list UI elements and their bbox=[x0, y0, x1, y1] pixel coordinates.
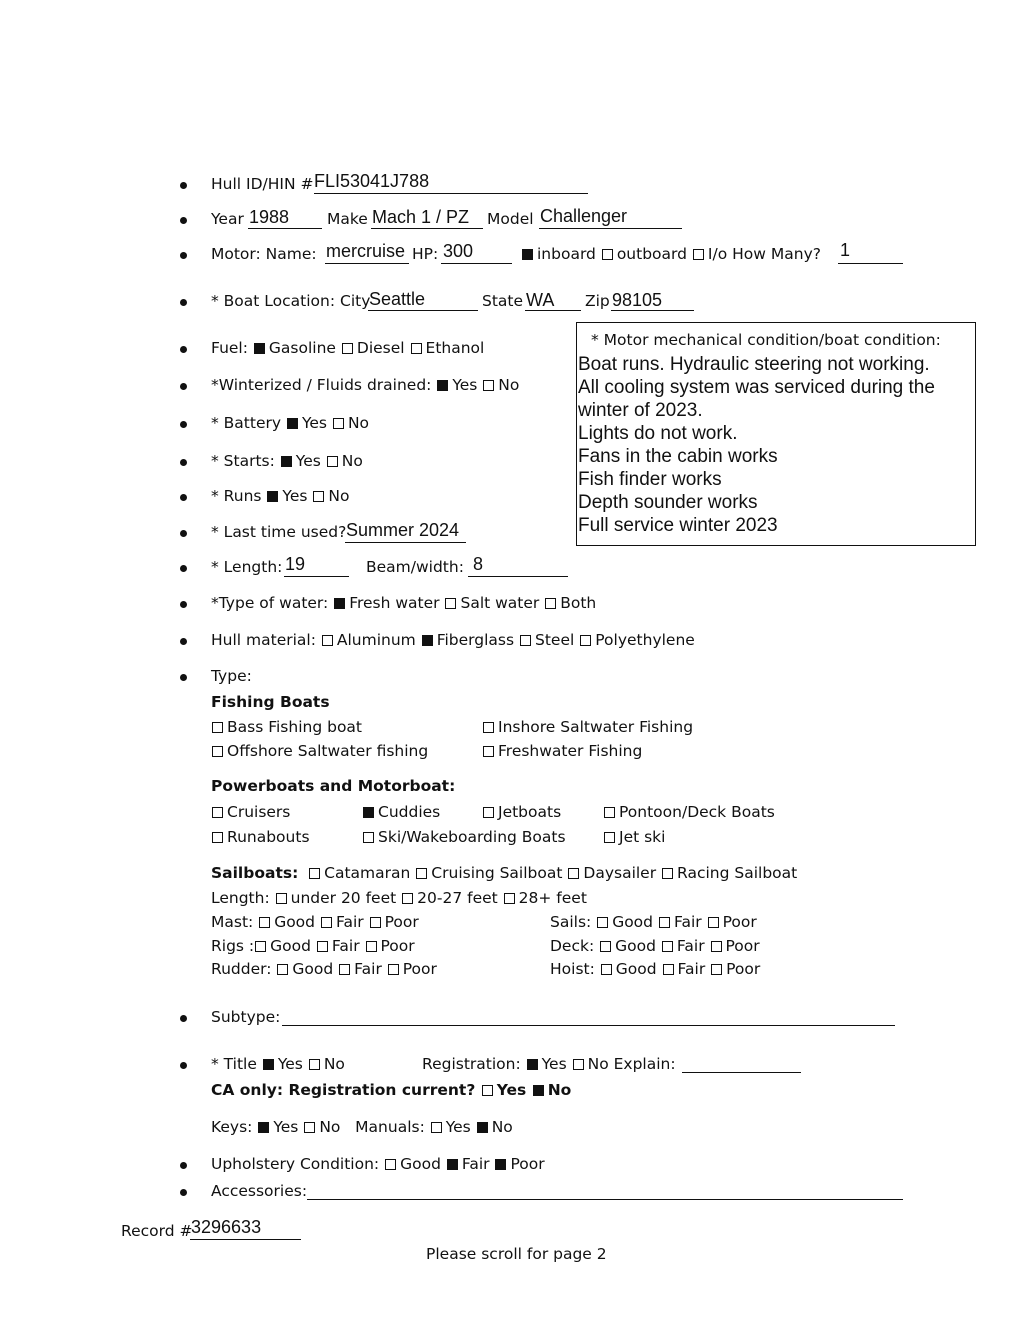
battery-row: * Battery Yes No bbox=[211, 414, 370, 432]
zip-underline bbox=[611, 310, 694, 311]
ca-row: CA only: Registration current? Yes No bbox=[211, 1081, 572, 1099]
checkbox[interactable] bbox=[708, 917, 719, 928]
checkbox[interactable] bbox=[659, 917, 670, 928]
checkbox[interactable] bbox=[483, 722, 494, 733]
checkbox[interactable] bbox=[327, 456, 338, 467]
sails-row: Sails: Good Fair Poor bbox=[550, 913, 757, 931]
condition-line: Boat runs. Hydraulic steering not working. bbox=[578, 354, 930, 375]
fishing-option: Bass Fishing boat bbox=[211, 718, 362, 736]
year-underline bbox=[248, 228, 322, 229]
state-underline bbox=[525, 310, 581, 311]
checkbox[interactable] bbox=[313, 491, 324, 502]
beam-value[interactable]: 8 bbox=[473, 554, 484, 574]
checkbox[interactable] bbox=[483, 380, 494, 391]
checkbox[interactable] bbox=[339, 964, 350, 975]
length-underline bbox=[284, 576, 349, 577]
motor-count-underline bbox=[838, 263, 903, 264]
checkbox-checked[interactable] bbox=[437, 380, 448, 391]
last-used-underline bbox=[345, 542, 466, 543]
motor-name-value[interactable]: mercruise bbox=[326, 241, 406, 261]
fishing-heading: Fishing Boats bbox=[211, 693, 330, 711]
title-row: * Title Yes No bbox=[211, 1055, 345, 1073]
checkbox[interactable] bbox=[309, 868, 320, 879]
record-label: Record # bbox=[121, 1222, 193, 1240]
power-option: Runabouts bbox=[211, 828, 310, 846]
city-label: * Boat Location: City bbox=[211, 292, 371, 310]
condition-line: Depth sounder works bbox=[578, 492, 758, 513]
checkbox[interactable] bbox=[604, 832, 615, 843]
checkbox[interactable] bbox=[573, 1059, 584, 1070]
condition-line: All cooling system was serviced during the bbox=[578, 377, 935, 398]
checkbox-checked[interactable] bbox=[287, 418, 298, 429]
checkbox-checked[interactable] bbox=[334, 598, 345, 609]
motor-name-underline bbox=[325, 263, 409, 264]
bullet bbox=[180, 638, 187, 645]
checkbox[interactable] bbox=[411, 343, 422, 354]
checkbox[interactable] bbox=[212, 746, 223, 757]
runs-row: * Runs Yes No bbox=[211, 487, 350, 505]
checkbox[interactable] bbox=[388, 964, 399, 975]
last-used-value[interactable]: Summer 2024 bbox=[346, 520, 460, 540]
starts-row: * Starts: Yes No bbox=[211, 452, 363, 470]
checkbox[interactable] bbox=[276, 893, 287, 904]
bullet bbox=[180, 565, 187, 572]
deck-row: Deck: Good Fair Poor bbox=[550, 937, 760, 955]
checkbox[interactable] bbox=[483, 807, 494, 818]
checkbox[interactable] bbox=[255, 941, 266, 952]
bullet bbox=[180, 530, 187, 537]
checkbox[interactable] bbox=[580, 635, 591, 646]
checkbox[interactable] bbox=[662, 868, 673, 879]
checkbox[interactable] bbox=[212, 807, 223, 818]
checkbox[interactable] bbox=[604, 807, 615, 818]
bullet bbox=[180, 674, 187, 681]
bullet bbox=[180, 383, 187, 390]
bullet bbox=[180, 494, 187, 501]
rudder-row: Rudder: Good Fair Poor bbox=[211, 960, 437, 978]
power-option: Jet ski bbox=[603, 828, 665, 846]
accessories-label: Accessories: bbox=[211, 1182, 308, 1200]
checkbox[interactable] bbox=[385, 1159, 396, 1170]
power-option: Cuddies bbox=[362, 803, 440, 821]
condition-line: Lights do not work. bbox=[578, 423, 738, 444]
checkbox[interactable] bbox=[317, 941, 328, 952]
subtype-label: Subtype: bbox=[211, 1008, 281, 1026]
rigs-row: Rigs : Good Fair Poor bbox=[211, 937, 415, 955]
hp-label: HP: bbox=[412, 245, 439, 263]
last-used-label: * Last time used? bbox=[211, 523, 347, 541]
checkbox-checked[interactable] bbox=[267, 491, 278, 502]
bullet bbox=[180, 252, 187, 259]
hull-id-label: Hull ID/HIN # bbox=[211, 175, 314, 193]
make-value[interactable]: Mach 1 / PZ bbox=[372, 207, 470, 227]
checkbox[interactable] bbox=[342, 343, 353, 354]
hull-material-row: Hull material: Aluminum Fiberglass Steel Polyethylene bbox=[211, 631, 695, 649]
bullet bbox=[180, 217, 187, 224]
make-label: Make bbox=[327, 210, 368, 228]
checkbox[interactable] bbox=[212, 722, 223, 733]
registration-row: Registration: Yes No Explain: bbox=[422, 1055, 676, 1073]
beam-label: Beam/width: bbox=[366, 558, 464, 576]
checkbox[interactable] bbox=[600, 941, 611, 952]
power-option: Cruisers bbox=[211, 803, 290, 821]
state-label: State bbox=[482, 292, 524, 310]
checkbox[interactable] bbox=[370, 917, 381, 928]
beam-underline bbox=[468, 576, 568, 577]
checkbox[interactable] bbox=[520, 635, 531, 646]
bullet bbox=[180, 182, 187, 189]
city-value[interactable]: Seattle bbox=[369, 289, 426, 309]
checkbox[interactable] bbox=[277, 964, 288, 975]
hp-value[interactable]: 300 bbox=[443, 241, 474, 261]
bullet bbox=[180, 299, 187, 306]
motor-count-value[interactable]: 1 bbox=[840, 240, 851, 260]
checkbox[interactable] bbox=[483, 746, 494, 757]
checkbox-checked[interactable] bbox=[254, 343, 265, 354]
checkbox[interactable] bbox=[304, 1122, 315, 1133]
checkbox[interactable] bbox=[504, 893, 515, 904]
checkbox-checked[interactable] bbox=[363, 807, 374, 818]
checkbox[interactable] bbox=[662, 941, 673, 952]
checkbox[interactable] bbox=[416, 868, 427, 879]
condition-caption: * Motor mechanical condition/boat condition: bbox=[591, 331, 941, 349]
upholstery-row: Upholstery Condition: Good Fair Poor bbox=[211, 1155, 545, 1173]
checkbox[interactable] bbox=[693, 249, 704, 260]
sail-length-row: Length: under 20 feet 20-27 feet 28+ feet bbox=[211, 889, 587, 907]
checkbox[interactable] bbox=[363, 832, 374, 843]
water-row: *Type of water: Fresh water Salt water Both bbox=[211, 594, 597, 612]
checkbox[interactable] bbox=[309, 1059, 320, 1070]
make-underline bbox=[371, 228, 483, 229]
type-label: Type: bbox=[211, 667, 252, 685]
checkbox[interactable] bbox=[321, 917, 332, 928]
checkbox[interactable] bbox=[333, 418, 344, 429]
mast-row: Mast: Good Fair Poor bbox=[211, 913, 419, 931]
sail-row: Sailboats: Catamaran Cruising Sailboat Daysailer Racing Sailboat bbox=[211, 864, 798, 882]
city-underline bbox=[368, 310, 478, 311]
condition-line: Fans in the cabin works bbox=[578, 446, 778, 467]
keys-row: Keys: Yes No Manuals: Yes No bbox=[211, 1118, 513, 1136]
checkbox[interactable] bbox=[711, 941, 722, 952]
fishing-option: Inshore Saltwater Fishing bbox=[482, 718, 693, 736]
checkbox-checked[interactable] bbox=[258, 1122, 269, 1133]
bullet bbox=[180, 1015, 187, 1022]
condition-line: Full service winter 2023 bbox=[578, 515, 778, 536]
checkbox-checked[interactable] bbox=[527, 1059, 538, 1070]
condition-textbox[interactable] bbox=[576, 322, 976, 546]
condition-line: Fish finder works bbox=[578, 469, 722, 490]
hp-underline bbox=[441, 263, 512, 264]
model-value[interactable]: Challenger bbox=[540, 206, 628, 226]
checkbox-checked[interactable] bbox=[281, 456, 292, 467]
winterized-row: *Winterized / Fluids drained: Yes No bbox=[211, 376, 520, 394]
accessories-underline[interactable] bbox=[307, 1199, 903, 1200]
power-heading: Powerboats and Motorboat: bbox=[211, 777, 456, 795]
year-value[interactable]: 1988 bbox=[249, 207, 290, 227]
checkbox-checked[interactable] bbox=[263, 1059, 274, 1070]
length-label: * Length: bbox=[211, 558, 283, 576]
checkbox[interactable] bbox=[601, 964, 612, 975]
bullet bbox=[180, 346, 187, 353]
record-underline bbox=[190, 1239, 301, 1240]
bullet bbox=[180, 601, 187, 608]
condition-line: winter of 2023. bbox=[578, 400, 703, 421]
motor-type-options: inboard outboard I/o How Many? bbox=[521, 245, 821, 263]
checkbox[interactable] bbox=[545, 598, 556, 609]
checkbox-checked[interactable] bbox=[522, 249, 533, 260]
bullet bbox=[180, 1189, 187, 1196]
checkbox-checked[interactable] bbox=[533, 1085, 544, 1096]
checkbox[interactable] bbox=[366, 941, 377, 952]
record-value[interactable]: 3296633 bbox=[191, 1217, 262, 1237]
checkbox-checked[interactable] bbox=[495, 1159, 506, 1170]
power-option: Pontoon/Deck Boats bbox=[603, 803, 775, 821]
power-option: Jetboats bbox=[482, 803, 561, 821]
checkbox[interactable] bbox=[568, 868, 579, 879]
checkbox[interactable] bbox=[445, 598, 456, 609]
checkbox-checked[interactable] bbox=[477, 1122, 488, 1133]
checkbox[interactable] bbox=[322, 635, 333, 646]
model-underline bbox=[539, 228, 682, 229]
hull-id-value[interactable]: FLI53041J788 bbox=[314, 171, 430, 191]
explain-underline[interactable] bbox=[682, 1072, 801, 1073]
bullet bbox=[180, 421, 187, 428]
subtype-underline[interactable] bbox=[282, 1025, 895, 1026]
checkbox[interactable] bbox=[259, 917, 270, 928]
checkbox[interactable] bbox=[602, 249, 613, 260]
year-label: Year bbox=[211, 210, 244, 228]
footer-note: Please scroll for page 2 bbox=[426, 1245, 607, 1263]
checkbox[interactable] bbox=[402, 893, 413, 904]
zip-value[interactable]: 98105 bbox=[612, 290, 663, 310]
fuel-row: Fuel: Gasoline Diesel Ethanol bbox=[211, 339, 485, 357]
bullet bbox=[180, 1062, 187, 1069]
checkbox-checked[interactable] bbox=[447, 1159, 458, 1170]
power-option: Ski/Wakeboarding Boats bbox=[362, 828, 566, 846]
state-value[interactable]: WA bbox=[526, 290, 555, 310]
bullet bbox=[180, 459, 187, 466]
checkbox[interactable] bbox=[711, 964, 722, 975]
checkbox[interactable] bbox=[482, 1085, 493, 1096]
length-value[interactable]: 19 bbox=[285, 554, 306, 574]
checkbox[interactable] bbox=[212, 832, 223, 843]
hull-id-underline bbox=[314, 193, 588, 194]
checkbox[interactable] bbox=[663, 964, 674, 975]
fishing-option: Offshore Saltwater fishing bbox=[211, 742, 428, 760]
checkbox[interactable] bbox=[597, 917, 608, 928]
checkbox[interactable] bbox=[431, 1122, 442, 1133]
zip-label: Zip bbox=[585, 292, 610, 310]
model-label: Model bbox=[487, 210, 534, 228]
bullet bbox=[180, 1162, 187, 1169]
fishing-option: Freshwater Fishing bbox=[482, 742, 642, 760]
checkbox-checked[interactable] bbox=[422, 635, 433, 646]
motor-name-label: Motor: Name: bbox=[211, 245, 317, 263]
hoist-row: Hoist: Good Fair Poor bbox=[550, 960, 761, 978]
